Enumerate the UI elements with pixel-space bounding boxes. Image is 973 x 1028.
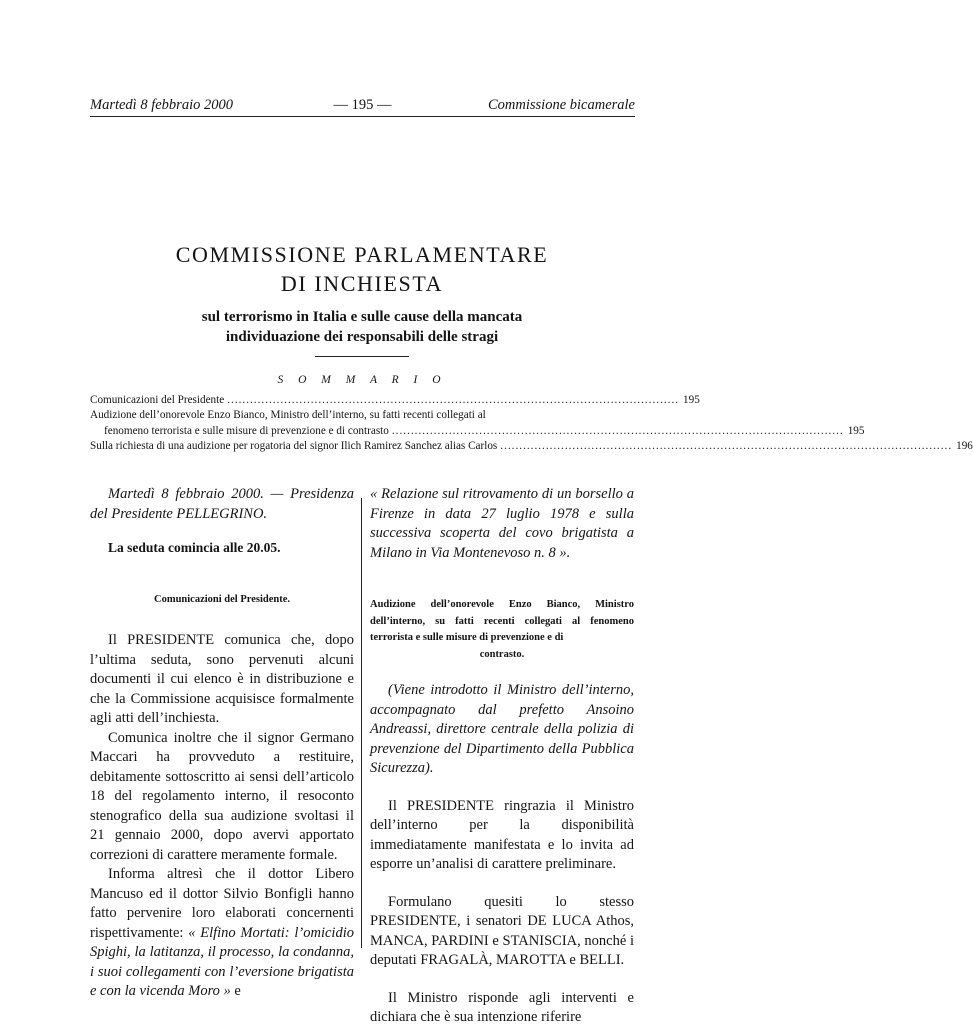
right-column: [370, 485, 634, 1028]
dot-leader: .......................................................................................................................: [500, 440, 953, 453]
quoted-title: « Elfino Mortati: l’omicidio Spighi, la latitanza, il processo, la condanna, i suoi collegamenti con l’eversione brigatista e con la vicenda Moro »: [90, 924, 354, 999]
summary-entry: [90, 439, 973, 454]
summary-entry: [90, 408, 865, 439]
paragraph: Comunica inoltre che il signor Germano Maccari ha provveduto a restituire, debitamente sottoscritto ai sensi dell’articolo 18 del regolamento interno, il resoconto stenografico della sua audizione svoltasi il 21 gennaio 2000, dopo avervi apportato correzioni di carattere meramente formale.: [90, 729, 354, 863]
title-divider: [315, 356, 409, 357]
dot-leader: .......................................................................................................................: [391, 424, 844, 437]
paragraph-text: Informa altresì che il dottor Libero Mancuso ed il dottor Silvio Bonfigli hanno fatto pervenire loro elaborati concernenti rispettivamente:: [90, 866, 354, 941]
summary-list: [90, 393, 973, 455]
summary-entry-text: Sulla richiesta di una audizione per rogatoria del signor Ilich Ramirez Sanchez alias Carlos: [90, 440, 498, 453]
paragraph-text: e: [230, 983, 241, 999]
paragraph: Il Ministro risponde agli interventi e dichiara che è sua intenzione riferire: [370, 989, 634, 1025]
left-column: [90, 485, 354, 1002]
dot-leader: .......................................................................................................................: [227, 394, 680, 406]
summary-entry-page: 195: [847, 424, 865, 437]
column-divider: [361, 498, 362, 948]
paragraph: Il PRESIDENTE ringrazia il Ministro dell’interno per la disponibilità immediatamente manifestata e lo invita ad esporre un’analisi di carattere preliminare.: [370, 797, 634, 872]
summary-entry-text: Audizione dell’onorevole Enzo Bianco, Ministro dell’interno, su fatti recenti collegati al: [90, 409, 486, 422]
section-heading-communications: Comunicazioni del Presidente.: [153, 593, 290, 605]
section-heading-text-last: contrasto.: [479, 648, 525, 660]
session-intro: Martedì 8 febbraio 2000. — Presidenza del Presidente PELLEGRINO.: [90, 486, 354, 522]
summary-entry: [90, 393, 700, 408]
paragraph: Il PRESIDENTE comunica che, dopo l’ultima seduta, sono pervenuti alcuni documenti il cui elenco è in distribuzione e che la Commissione acquisisce formalmente agli atti dell’inchiesta.: [90, 632, 354, 726]
page-subtitle: [0, 307, 724, 347]
section-heading-text: Audizione dell’onorevole Enzo Bianco, Ministro dell’interno, su fatti recenti collegati al fenomeno terrorista e sulle misure di prevenzione e di: [370, 599, 634, 643]
summary-entry-page: 195: [683, 394, 700, 406]
paragraph: [90, 865, 354, 1002]
paragraph: Formulano quesiti lo stesso PRESIDENTE, i senatori DE LUCA Athos, MANCA, PARDINI e STANISCIA, nonché i deputati FRAGALÀ, MAROTTA e BELLI.: [370, 893, 634, 968]
quoted-title: « Relazione sul ritrovamento di un borsello a Firenze in data 27 luglio 1978 e sulla successiva scoperta del covo brigatista a Milano in Via Montenevoso n. 8 ».: [370, 486, 634, 561]
summary-entry-text-continued: fenomeno terrorista e sulle misure di prevenzione e di contrasto: [104, 424, 389, 437]
running-header: [90, 96, 635, 117]
introduction-note: (Viene introdotto il Ministro dell’interno, accompagnato dal prefetto Ansoino Andreassi, direttore centrale della polizia di prevenzione del Dipartimento della Pubblica Sicurezza).: [370, 682, 634, 776]
subtitle-line-1: sul terrorismo in Italia e sulle cause della mancata: [201, 309, 523, 325]
subtitle-line-2: individuazione dei responsabili delle stragi: [225, 329, 499, 345]
summary-entry-page: 196: [956, 440, 973, 453]
page-title: [0, 240, 724, 298]
header-date: Martedì 8 febbraio 2000: [90, 97, 233, 113]
section-heading-hearing: [370, 597, 634, 663]
header-page-number: — 195 —: [333, 97, 392, 113]
title-line-2: DI INCHIESTA: [280, 271, 444, 296]
session-start: La seduta comincia alle 20.05.: [108, 540, 281, 555]
header-commission: Commissione bicamerale: [488, 97, 635, 113]
title-line-1: COMMISSIONE PARLAMENTARE: [175, 242, 549, 267]
summary-entry-text: Comunicazioni del Presidente: [90, 394, 225, 406]
summary-heading: S O M M A R I O: [277, 374, 447, 386]
